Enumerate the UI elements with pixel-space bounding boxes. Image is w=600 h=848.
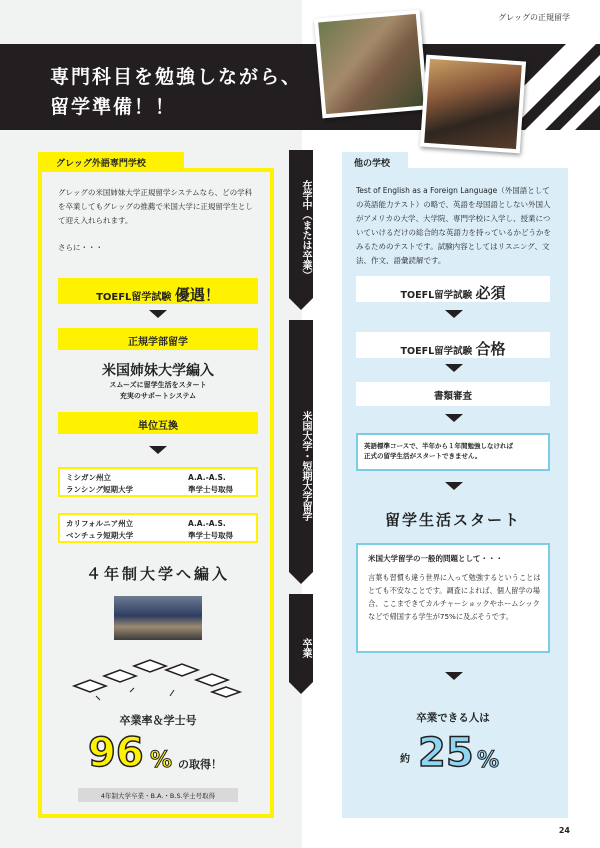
timeline-arrow-icon <box>289 298 313 310</box>
right-column-tab: 他の学校 <box>342 152 408 172</box>
graduation-photo <box>114 596 202 640</box>
college-degree: A.A.-A.S. <box>188 473 226 482</box>
toefl-required-box <box>356 276 550 302</box>
college-card <box>58 467 258 497</box>
timeline-stage-graduation: 卒業 <box>289 594 313 682</box>
graduation-caps-icon <box>70 656 246 702</box>
students-photo <box>420 55 526 154</box>
graduation-rate-suffix: の取得！ <box>178 758 222 771</box>
common-problems-title: 米国大学留学の一般的問題として・・・ <box>368 554 503 563</box>
arrow-down-icon <box>445 364 463 372</box>
graduate-rate-unit: % <box>477 748 500 773</box>
timeline-stage-enrolled: 在学中（または卒業） <box>289 150 313 298</box>
common-problems-body: 言葉も習慣も違う世界に入って勉強するということはとても不安なことです。調査によれば、個人留学の場合、ここまできてカルチャーショックやホームシックなどで帰国する学生が75%に及ぶそうです。 <box>368 573 541 621</box>
left-column-tab: グレッグ外語専門学校 <box>38 152 184 172</box>
college-name: ミシガン州立 <box>66 473 111 482</box>
graduation-rate-unit: % <box>150 748 173 773</box>
graduate-rate-number: 25 <box>418 730 474 776</box>
arrow-down-icon <box>445 414 463 422</box>
college-degree: A.A.-A.S. <box>188 519 226 528</box>
left-intro-text: グレッグの米国姉妹大学正規留学システムなら、どの学科を卒業してもグレッグの推薦で米国大学に正規留学生として迎え入れられます。 <box>58 188 253 225</box>
toefl-label: TOEFL留学試験 <box>96 292 175 303</box>
page-title-line2: 留学準備！！ <box>50 96 177 118</box>
campus-sign-photo <box>314 10 428 119</box>
arrow-down-icon <box>445 672 463 680</box>
toefl-yugu-emphasis: 優遇！ <box>174 286 220 304</box>
right-intro-text: Test of English as a Foreign Language（外国語としての英語能力テスト）の略で、英語を母国語としない外国人がアメリカの大学、大学院、専門学校に入学し、授業についていけるだけの総合的な英語力を持っているかどうかをみるためのテストです。試験内容としてはリスニング、文法、作文、語彙読解です。 <box>356 186 551 265</box>
page-title-line1: 専門科目を勉強しながら、 <box>50 66 303 88</box>
timeline-stage-study-abroad: 米国大学・短期大学留学 <box>289 320 313 572</box>
arrow-down-icon <box>445 482 463 490</box>
college-card <box>58 513 258 543</box>
college-degree: 準学士号取得 <box>188 531 233 540</box>
toefl-pass-box <box>356 332 550 358</box>
college-name: ベンチュラ短期大学 <box>66 531 134 540</box>
college-name: カリフォルニア州立 <box>66 519 134 528</box>
arrow-down-icon <box>149 310 167 318</box>
toefl-preferential-box <box>58 278 258 304</box>
toefl-required-emphasis: 必須 <box>475 284 506 302</box>
arrow-down-icon <box>445 310 463 318</box>
timeline-arrow-icon <box>289 572 313 584</box>
graduation-rate-label: 卒業率＆学士号 <box>119 714 197 727</box>
toefl-label: TOEFL留学試験 <box>400 290 476 301</box>
arrow-down-icon <box>149 446 167 454</box>
four-year-transfer-heading: ４年制大学へ編入 <box>85 565 230 583</box>
graduation-rate-note: 4年制大学卒業・B.A.・B.S.学士号取得 <box>78 788 238 802</box>
english-course-box <box>356 433 550 471</box>
sister-university-sub2: 充実のサポートシステム <box>119 392 197 400</box>
toefl-pass-emphasis: 合格 <box>475 340 506 358</box>
college-name: ランシング短期大学 <box>66 485 133 494</box>
page-number: 24 <box>558 826 570 835</box>
approx-label: 約 <box>400 754 410 765</box>
credit-transfer-box: 単位互換 <box>58 412 258 434</box>
graduate-rate-label: 卒業できる人は <box>416 712 490 724</box>
english-course-line1: 英語標準コースで、半年から１年間勉強しなければ <box>364 442 514 450</box>
header-label: グレッグの正規留学 <box>498 13 570 22</box>
sister-university-sub1: スムーズに留学生活をスタート <box>109 381 207 389</box>
college-degree: 準学士号取得 <box>188 485 233 494</box>
timeline-arrow-icon <box>289 682 313 694</box>
common-problems-box <box>356 543 550 653</box>
document-screening-box: 書類審査 <box>356 382 550 406</box>
toefl-label: TOEFL留学試験 <box>400 346 476 357</box>
graduation-rate-number: 96 <box>88 730 144 776</box>
left-sarani-text: さらに・・・ <box>58 243 103 252</box>
english-course-line2: 正式の留学生活がスタートできません。 <box>364 452 482 460</box>
regular-enrollment-box: 正規学部留学 <box>58 328 258 350</box>
study-abroad-start-heading: 留学生活スタート <box>384 511 521 529</box>
sister-university-transfer: 米国姉妹大学編入 <box>102 363 214 379</box>
